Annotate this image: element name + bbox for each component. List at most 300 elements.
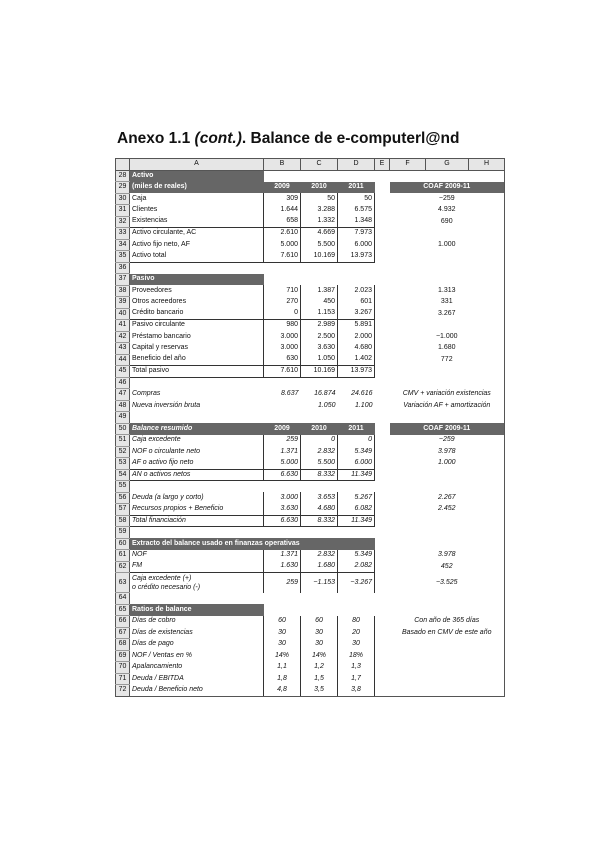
- value-cell-c: 8.332: [301, 469, 338, 481]
- value-cell-d: 1.100: [354, 401, 373, 409]
- column-header-f: F: [390, 159, 426, 171]
- empty-cell: [375, 650, 390, 662]
- note-cell: [390, 412, 505, 424]
- empty-cell: [375, 673, 390, 685]
- coaf-header: COAF 2009-11: [390, 182, 505, 194]
- row-number: 59: [116, 527, 130, 539]
- year-header: 2009: [264, 423, 301, 435]
- value-cell-c: 30: [301, 639, 338, 651]
- row-label: Existencias: [130, 216, 264, 228]
- row-69: [116, 650, 505, 662]
- value-cell-b: [264, 377, 301, 389]
- note-cell: [390, 262, 505, 274]
- note-cell: [390, 469, 505, 481]
- row-label: Caja: [130, 193, 264, 205]
- value-cell-c: 60: [301, 616, 338, 628]
- empty-cell: [375, 423, 390, 435]
- value-cell-b: 1.371: [264, 446, 301, 458]
- row-label: [130, 593, 264, 605]
- empty-cell: [375, 481, 390, 493]
- row-label: Días de existencias: [130, 627, 264, 639]
- row-45: [116, 366, 505, 378]
- empty-cell: [469, 604, 505, 616]
- value-cell-c: [301, 593, 338, 605]
- value-cell-c: 4.669: [301, 228, 338, 240]
- note-cell: [390, 527, 505, 539]
- row-label: Deuda / EBITDA: [130, 673, 264, 685]
- empty-cell: [390, 604, 426, 616]
- row-number: 38: [116, 285, 130, 297]
- value-cell-c: 3.630: [301, 343, 338, 355]
- value-cell-d: 80: [338, 616, 375, 628]
- empty-cell: [375, 515, 390, 527]
- empty-cell: [338, 604, 375, 616]
- value-cell-c: 16.874: [314, 390, 336, 397]
- note-cell: Con año de 365 días: [390, 616, 505, 628]
- row-58: [116, 515, 505, 527]
- value-cell-c: 450: [301, 297, 338, 309]
- row-label: NOF / Ventas en %: [130, 650, 264, 662]
- column-header-corner: [116, 159, 130, 171]
- value-cell-b: 6.630: [264, 469, 301, 481]
- note-cell: 3.978: [390, 550, 505, 562]
- row-number: 40: [116, 308, 130, 320]
- row-49: [116, 412, 505, 424]
- value-cell-b: 7.610: [264, 366, 301, 378]
- row-number: 35: [116, 251, 130, 263]
- row-number: 64: [116, 593, 130, 605]
- row-label: Deuda / Beneficio neto: [130, 685, 264, 697]
- value-cell-b: 630: [264, 354, 301, 366]
- note-cell: 1.000: [390, 458, 505, 470]
- value-cell-d: 3,8: [338, 685, 375, 697]
- value-cell-d: 7.973: [338, 228, 375, 240]
- row-number: 29: [116, 182, 130, 194]
- row-number: 55: [116, 481, 130, 493]
- row-number: 50: [116, 423, 130, 435]
- row-label: [130, 377, 264, 389]
- note-cell: Variación AF + amortización: [390, 400, 505, 412]
- value-cell-c: −1.153: [301, 573, 338, 593]
- value-cell-c: 1.153: [301, 308, 338, 320]
- row-67: [116, 627, 505, 639]
- empty-cell: [375, 412, 390, 424]
- empty-cell: [375, 205, 390, 217]
- empty-cell: [375, 469, 390, 481]
- empty-cell: [301, 170, 338, 182]
- value-cell-b: 1.630: [264, 561, 301, 573]
- row-number: 66: [116, 616, 130, 628]
- value-cell-b: 30: [264, 639, 301, 651]
- row-46: [116, 377, 505, 389]
- value-cell-d: −3.267: [338, 573, 375, 593]
- value-cell-d: 6.082: [338, 504, 375, 516]
- coaf-header: COAF 2009-11: [390, 423, 505, 435]
- value-cell-d: 1.402: [338, 354, 375, 366]
- spreadsheet-table: [115, 158, 505, 697]
- row-number: 46: [116, 377, 130, 389]
- row-number: 48: [116, 400, 130, 412]
- column-header-b: B: [264, 159, 301, 171]
- row-72: [116, 685, 505, 697]
- value-cell-c: 8.332: [301, 515, 338, 527]
- value-cell-d: 1,3: [338, 662, 375, 674]
- value-cell-c: [301, 377, 338, 389]
- value-cell-c: 0: [301, 435, 338, 447]
- row-31: [116, 205, 505, 217]
- empty-cell: [375, 389, 390, 401]
- value-cell-b: [264, 527, 301, 539]
- row-label: [130, 481, 264, 493]
- empty-cell: [375, 685, 390, 697]
- note-cell: Basado en CMV de este año: [390, 627, 505, 639]
- empty-cell: [375, 446, 390, 458]
- note-cell: 331: [390, 297, 505, 309]
- value-cell-d: 2.082: [338, 561, 375, 573]
- value-cell-b: 3.000: [264, 492, 301, 504]
- row-54: [116, 469, 505, 481]
- empty-cell: [426, 604, 469, 616]
- empty-cell: [375, 308, 390, 320]
- row-label: Capital y reservas: [130, 343, 264, 355]
- row-label: Días de pago: [130, 639, 264, 651]
- note-cell: −3.525: [390, 573, 505, 593]
- value-cell-b: 658: [264, 216, 301, 228]
- note-cell: 2.452: [390, 504, 505, 516]
- row-number: 45: [116, 366, 130, 378]
- row-number: 52: [116, 446, 130, 458]
- row-52: [116, 446, 505, 458]
- value-cell-c: 10.169: [301, 366, 338, 378]
- row-number: 31: [116, 205, 130, 217]
- row-number: 28: [116, 170, 130, 182]
- row-label: Caja excedente: [130, 435, 264, 447]
- empty-cell: [390, 274, 426, 286]
- note-cell: [390, 662, 505, 674]
- row-47: [116, 389, 505, 401]
- value-cell-b: 3.000: [264, 331, 301, 343]
- value-cell-b: 3.630: [264, 504, 301, 516]
- row-label: Recursos propios + Beneficio: [130, 504, 264, 516]
- row-53: [116, 458, 505, 470]
- section-title: Activo: [130, 170, 264, 182]
- row-51: [116, 435, 505, 447]
- row-number: 58: [116, 515, 130, 527]
- empty-cell: [375, 561, 390, 573]
- row-50: [116, 423, 505, 435]
- empty-cell: [375, 251, 390, 263]
- value-cell-c: 3,5: [301, 685, 338, 697]
- value-cell-d: 601: [338, 297, 375, 309]
- empty-cell: [375, 504, 390, 516]
- empty-cell: [338, 170, 375, 182]
- note-cell: −1.000: [390, 331, 505, 343]
- row-number: 57: [116, 504, 130, 516]
- row-number: 51: [116, 435, 130, 447]
- value-cell-b: 1.644: [264, 205, 301, 217]
- value-cell-d: 6.575: [338, 205, 375, 217]
- row-56: [116, 492, 505, 504]
- row-label: Compras: [132, 390, 161, 397]
- row-39: [116, 297, 505, 309]
- value-cell-b: 4,8: [264, 685, 301, 697]
- row-61: [116, 550, 505, 562]
- value-cell-b: [264, 412, 301, 424]
- row-number: 53: [116, 458, 130, 470]
- row-number: 56: [116, 492, 130, 504]
- row-label: Nueva inversión bruta: [132, 401, 201, 409]
- row-71: [116, 673, 505, 685]
- value-cell-b: [264, 481, 301, 493]
- year-header: 2011: [338, 423, 375, 435]
- empty-cell: [375, 627, 390, 639]
- value-cell-d: 50: [338, 193, 375, 205]
- row-37: [116, 274, 505, 286]
- value-cell-c: 1.387: [301, 285, 338, 297]
- note-cell: [390, 650, 505, 662]
- row-label: Días de cobro: [130, 616, 264, 628]
- value-cell-c: 2.989: [301, 320, 338, 332]
- empty-cell: [301, 274, 338, 286]
- value-cell-b: 5.000: [264, 239, 301, 251]
- value-cell-b: 270: [264, 297, 301, 309]
- row-36: [116, 262, 505, 274]
- column-header-e: E: [375, 159, 390, 171]
- row-68: [116, 639, 505, 651]
- value-cell-d: [338, 527, 375, 539]
- row-number: 62: [116, 561, 130, 573]
- row-38: [116, 285, 505, 297]
- row-label: [130, 262, 264, 274]
- value-cell-d: 20: [338, 627, 375, 639]
- empty-cell: [469, 538, 505, 550]
- value-cell-b: 7.610: [264, 251, 301, 263]
- row-label: Préstamo bancario: [130, 331, 264, 343]
- row-number: 42: [116, 331, 130, 343]
- row-label: Apalancamiento: [130, 662, 264, 674]
- value-cell-c: 1.050: [301, 354, 338, 366]
- section-title: Pasivo: [130, 274, 264, 286]
- empty-cell: [390, 170, 426, 182]
- row-number: 68: [116, 639, 130, 651]
- value-cell-d: 18%: [338, 650, 375, 662]
- value-cell-b: [264, 262, 301, 274]
- empty-cell: [375, 639, 390, 651]
- note-cell: [390, 320, 505, 332]
- value-cell-b: 5.000: [264, 458, 301, 470]
- note-cell: [390, 593, 505, 605]
- row-label: NOF: [130, 550, 264, 562]
- note-cell: 1.000: [390, 239, 505, 251]
- note-cell: [390, 251, 505, 263]
- row-number: 69: [116, 650, 130, 662]
- row-65: [116, 604, 505, 616]
- row-70: [116, 662, 505, 674]
- empty-cell: [375, 604, 390, 616]
- row-number: 41: [116, 320, 130, 332]
- row-label: Beneficio del año: [130, 354, 264, 366]
- value-cell-c: 2.832: [301, 446, 338, 458]
- row-number: 63: [116, 573, 130, 593]
- row-48: [116, 400, 505, 412]
- row-label: Otros acreedores: [130, 297, 264, 309]
- row-29: [116, 182, 505, 194]
- empty-cell: [469, 274, 505, 286]
- value-cell-b: 3.000: [264, 343, 301, 355]
- value-cell-c: 5.500: [301, 458, 338, 470]
- row-30: [116, 193, 505, 205]
- note-cell: −259: [390, 193, 505, 205]
- value-cell-c: 3.288: [301, 205, 338, 217]
- empty-cell: [264, 274, 301, 286]
- row-62: [116, 561, 505, 573]
- empty-cell: [390, 538, 426, 550]
- note-cell: [390, 639, 505, 651]
- value-cell-c: 5.500: [301, 239, 338, 251]
- empty-cell: [375, 285, 390, 297]
- empty-cell: [375, 331, 390, 343]
- empty-cell: [338, 274, 375, 286]
- column-header-row: [116, 159, 505, 171]
- row-number: 72: [116, 685, 130, 697]
- section-title: Extracto del balance usado en finanzas operativas: [130, 538, 375, 550]
- value-cell-d: 13.973: [338, 251, 375, 263]
- value-cell-c: 1.332: [301, 216, 338, 228]
- row-35: [116, 251, 505, 263]
- row-number: 43: [116, 343, 130, 355]
- row-66: [116, 616, 505, 628]
- value-cell-d: 3.267: [338, 308, 375, 320]
- row-number: 37: [116, 274, 130, 286]
- empty-cell: [301, 604, 338, 616]
- row-64: [116, 593, 505, 605]
- note-cell: [390, 366, 505, 378]
- value-cell-c: [301, 412, 338, 424]
- value-cell-c: 2.500: [301, 331, 338, 343]
- value-cell-d: 0: [338, 435, 375, 447]
- note-cell: 3.978: [390, 446, 505, 458]
- row-number: 47: [116, 389, 130, 401]
- value-cell-d: 11.349: [338, 469, 375, 481]
- empty-cell: [426, 274, 469, 286]
- note-cell: 3.267: [390, 308, 505, 320]
- row-57: [116, 504, 505, 516]
- row-number: 30: [116, 193, 130, 205]
- row-60: [116, 538, 505, 550]
- note-cell: [390, 685, 505, 697]
- value-cell-d: 4.680: [338, 343, 375, 355]
- value-cell-b: 259: [264, 573, 301, 593]
- column-header-d: D: [338, 159, 375, 171]
- row-label: Proveedores: [130, 285, 264, 297]
- value-cell-c: 14%: [301, 650, 338, 662]
- row-label: FM: [130, 561, 264, 573]
- value-cell-d: 24.616: [351, 390, 373, 397]
- value-cell-c: 2.832: [301, 550, 338, 562]
- value-cell-d: 2.023: [338, 285, 375, 297]
- note-cell: 2.267: [390, 492, 505, 504]
- value-cell-d: [338, 377, 375, 389]
- empty-cell: [375, 550, 390, 562]
- value-cell-b: 6.630: [264, 515, 301, 527]
- year-header: 2010: [301, 423, 338, 435]
- value-cell-b: 1,1: [264, 662, 301, 674]
- value-cell-b: 14%: [264, 650, 301, 662]
- row-number: 49: [116, 412, 130, 424]
- value-cell-d: 11.349: [338, 515, 375, 527]
- row-number: 33: [116, 228, 130, 240]
- value-cell-c: 1,5: [301, 673, 338, 685]
- row-label: NOF o circulante neto: [130, 446, 264, 458]
- value-cell-b: 309: [264, 193, 301, 205]
- row-41: [116, 320, 505, 332]
- empty-cell: [469, 170, 505, 182]
- row-44: [116, 354, 505, 366]
- empty-cell: [375, 297, 390, 309]
- empty-cell: [375, 400, 390, 412]
- row-42: [116, 331, 505, 343]
- empty-cell: [426, 170, 469, 182]
- note-cell: 4.932: [390, 205, 505, 217]
- value-cell-c: [301, 527, 338, 539]
- row-number: 34: [116, 239, 130, 251]
- empty-cell: [375, 492, 390, 504]
- empty-cell: [375, 216, 390, 228]
- year-header: 2010: [301, 182, 338, 194]
- note-cell: [390, 515, 505, 527]
- value-cell-c: 4.680: [301, 504, 338, 516]
- section-title: Ratios de balance: [130, 604, 264, 616]
- empty-cell: [375, 228, 390, 240]
- value-cell-b: 2.610: [264, 228, 301, 240]
- row-28: [116, 170, 505, 182]
- row-number: 32: [116, 216, 130, 228]
- row-label: [130, 412, 264, 424]
- empty-cell: [375, 377, 390, 389]
- empty-cell: [375, 366, 390, 378]
- row-label: AN o activos netos: [130, 469, 264, 481]
- value-cell-b: 1,8: [264, 673, 301, 685]
- value-cell-b: 710: [264, 285, 301, 297]
- row-label: Deuda (a largo y corto): [130, 492, 264, 504]
- value-cell-b: [264, 593, 301, 605]
- empty-cell: [375, 262, 390, 274]
- value-cell-b: 1.371: [264, 550, 301, 562]
- row-label: Pasivo circulante: [130, 320, 264, 332]
- column-header-c: C: [301, 159, 338, 171]
- row-59: [116, 527, 505, 539]
- empty-cell: [375, 527, 390, 539]
- row-number: 39: [116, 297, 130, 309]
- value-cell-b: 0: [264, 308, 301, 320]
- row-label: Activo total: [130, 251, 264, 263]
- value-cell-d: [338, 412, 375, 424]
- row-number: 70: [116, 662, 130, 674]
- value-cell-d: 2.000: [338, 331, 375, 343]
- value-cell-c: 30: [301, 627, 338, 639]
- row-label: Caja excedente (+) o crédito necesario (-): [130, 573, 264, 593]
- value-cell-d: 1,7: [338, 673, 375, 685]
- value-cell-d: 5.349: [338, 446, 375, 458]
- empty-cell: [375, 662, 390, 674]
- value-cell-d: 1.348: [338, 216, 375, 228]
- row-label: Total pasivo: [130, 366, 264, 378]
- row-label: AF o activo fijo neto: [130, 458, 264, 470]
- empty-cell: [375, 239, 390, 251]
- value-cell-c: 1.680: [301, 561, 338, 573]
- empty-cell: [375, 573, 390, 593]
- column-header-h: H: [469, 159, 505, 171]
